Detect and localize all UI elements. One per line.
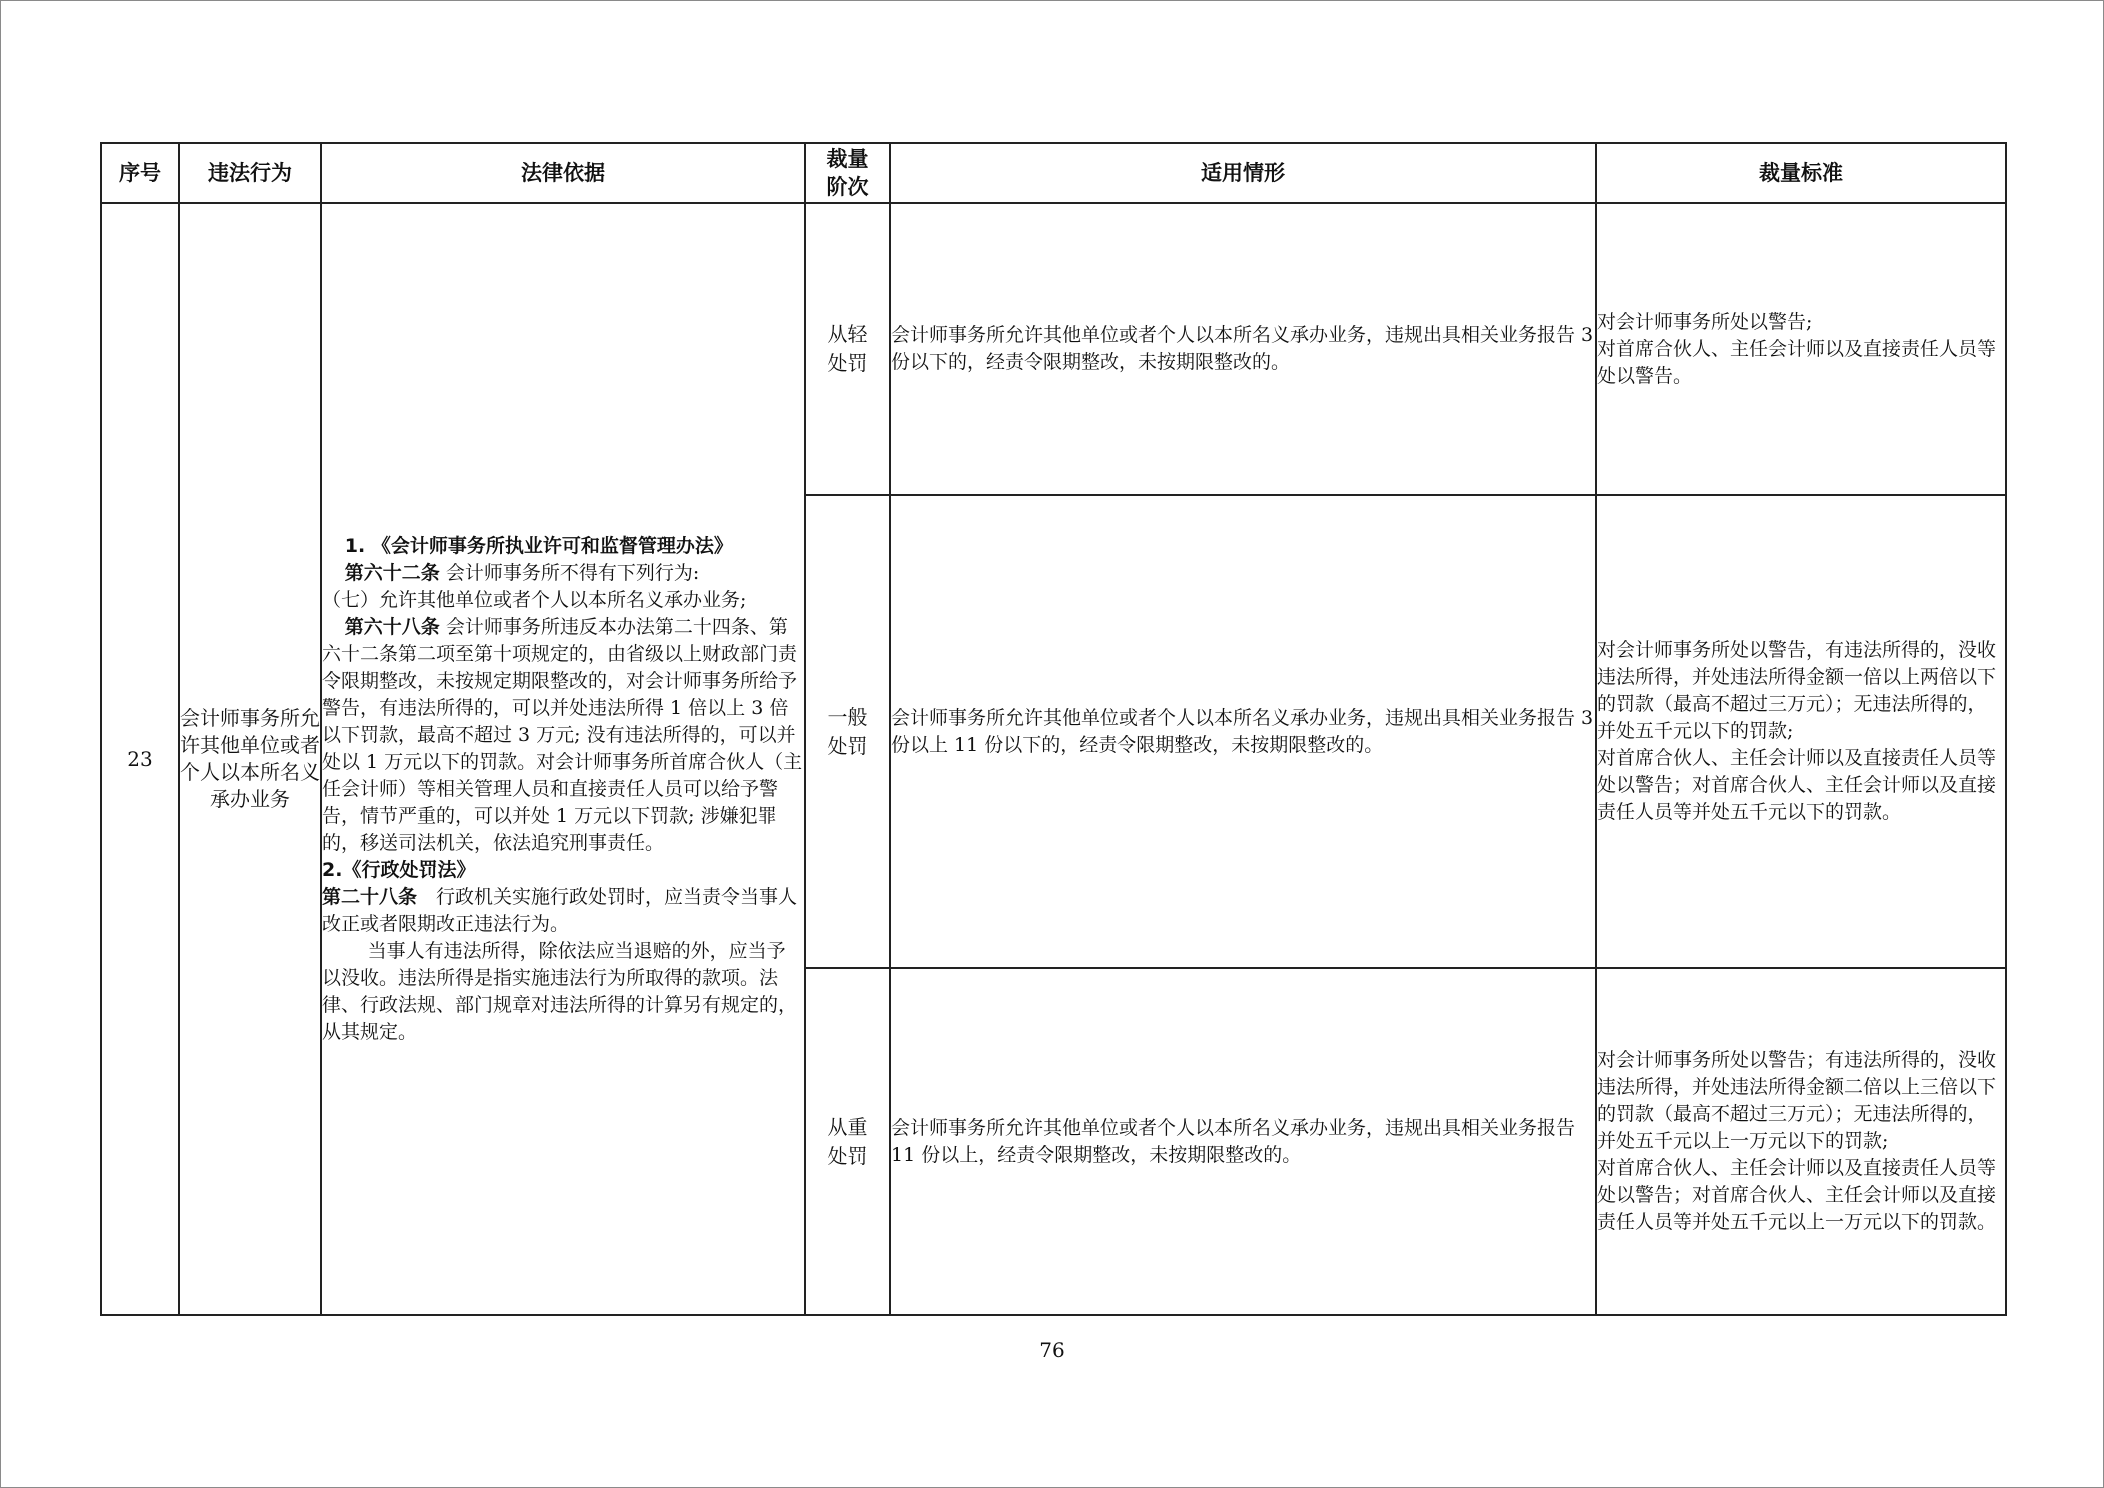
- law-title-1: 1. 《会计师事务所执业许可和监督管理办法》: [344, 534, 733, 557]
- level-severe: 从重 处罚: [805, 968, 890, 1315]
- standard-severe: 对会计师事务所处以警告；有违法所得的，没收违法所得，并处违法所得金额二倍以上三倍以下的罚款（最高不超过三万元）；无违法所得的，并处五千元以上一万元以下的罚款; 对首席合伙人、主任会计师以及直接责任人员等处以警告；对首席合伙人、主任会计师以及直接责任人员等并处五千元以上一万元以下的罚款。: [1596, 968, 2006, 1315]
- article-28-text: 行政机关实施行政处罚时，应当责令当事人改正或者限期改正违法行为。: [322, 885, 798, 935]
- level-lenient: 从轻 处罚: [805, 203, 890, 495]
- header-law: 法律依据: [321, 143, 805, 203]
- article-68-label: 第六十八条: [344, 615, 440, 638]
- situation-severe: 会计师事务所允许其他单位或者个人以本所名义承办业务，违规出具相关业务报告 11 份以上，经责令限期整改，未按期限整改的。: [890, 968, 1596, 1315]
- header-act: 违法行为: [179, 143, 321, 203]
- legal-basis: [321, 203, 805, 1315]
- standard-general: 对会计师事务所处以警告，有违法所得的，没收违法所得，并处违法所得金额一倍以上两倍以下的罚款（最高不超过三万元）；无违法所得的，并处五千元以下的罚款; 对首席合伙人、主任会计师以及直接责任人员等处以警告；对首席合伙人、主任会计师以及直接责任人员等并处五千元以下的罚款。: [1596, 495, 2006, 968]
- violation-act: 会计师事务所允许其他单位或者个人以本所名义承办业务: [179, 203, 321, 1315]
- article-68-text: 会计师事务所违反本办法第二十四条、第六十二条第二项至第十项规定的，由省级以上财政部门责令限期整改，未按规定期限整改的，对会计师事务所给予警告，有违法所得的，可以并处违法所得 1 倍以上 3 倍以下罚款，最高不超过 3 万元; 没有违法所得的，可以并处以 1 万元以下的罚款。对会计师事务所首席合伙人（主任会计师）等相关管理人员和直接责任人员可以给予警告，情节严重的，可以并处 1 万元以下罚款; 涉嫌犯罪的，移送司法机关，依法追究刑事责任。: [322, 615, 803, 854]
- page-number: 76: [1039, 1338, 1065, 1362]
- header-standard: 裁量标准: [1596, 143, 2006, 203]
- law-title-2: 2.《行政处罚法》: [322, 858, 476, 881]
- article-28-label: 第二十八条: [322, 885, 418, 908]
- article-62-text: 会计师事务所不得有下列行为:: [439, 561, 700, 584]
- article-62-item: （七）允许其他单位或者个人以本所名义承办业务;: [322, 588, 747, 611]
- header-situation: 适用情形: [890, 143, 1596, 203]
- table-row: [101, 203, 2006, 495]
- article-62-label: 第六十二条: [344, 561, 440, 584]
- penalty-table: [100, 142, 2007, 1316]
- situation-general: 会计师事务所允许其他单位或者个人以本所名义承办业务，违规出具相关业务报告 3 份以上 11 份以下的，经责令限期整改，未按期限整改的。: [890, 495, 1596, 968]
- row-number: 23: [101, 203, 179, 1315]
- situation-lenient: 会计师事务所允许其他单位或者个人以本所名义承办业务，违规出具相关业务报告 3 份以下的，经责令限期整改，未按期限整改的。: [890, 203, 1596, 495]
- level-general: 一般 处罚: [805, 495, 890, 968]
- header-row: [101, 143, 2006, 203]
- article-28-para-2: 当事人有违法所得，除依法应当退赔的外，应当予以没收。违法所得是指实施违法行为所取得的款项。法律、行政法规、部门规章对违法所得的计算另有规定的，从其规定。: [322, 939, 798, 1043]
- header-no: 序号: [101, 143, 179, 203]
- standard-lenient: 对会计师事务所处以警告; 对首席合伙人、主任会计师以及直接责任人员等处以警告。: [1596, 203, 2006, 495]
- header-level: 裁量 阶次: [805, 143, 890, 203]
